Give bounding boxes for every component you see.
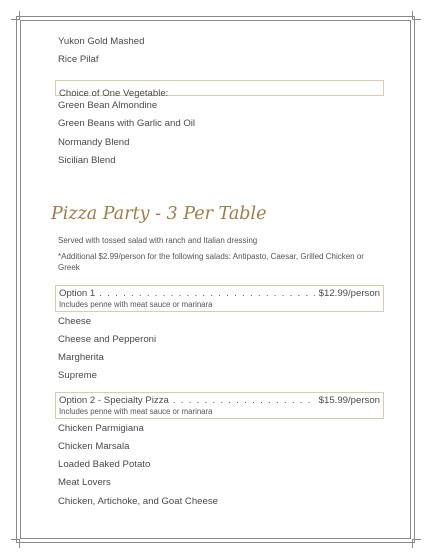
pizza-item: Chicken Marsala bbox=[58, 441, 130, 452]
vegetable-choice-box bbox=[55, 80, 384, 99]
option-2-box bbox=[55, 392, 384, 419]
option-1-leader-dots bbox=[99, 288, 314, 299]
pizza-item: Margherita bbox=[58, 352, 104, 363]
option-1-subtext: Includes penne with meat sauce or marinara bbox=[59, 300, 213, 309]
option-2-name: Option 2 - Specialty Pizza bbox=[59, 395, 169, 406]
pizza-item: Cheese and Pepperoni bbox=[58, 334, 157, 345]
side-item: Rice Pilaf bbox=[58, 54, 99, 65]
vegetable-item: Green Bean Almondine bbox=[58, 100, 158, 111]
pizza-item: Loaded Baked Potato bbox=[58, 459, 151, 470]
border-corner-bottom-left bbox=[11, 539, 20, 548]
option-2-leader-dots bbox=[173, 395, 315, 406]
option-1-price: $12.99/person bbox=[318, 288, 380, 299]
additional-salad-note: *Additional $2.99/person for the following salads: Antipasto, Caesar, Grilled Chicken or Greek bbox=[58, 252, 364, 272]
vegetable-item: Green Beans with Garlic and Oil bbox=[58, 118, 196, 129]
pizza-item: Chicken, Artichoke, and Goat Cheese bbox=[58, 496, 218, 507]
pizza-item: Chicken Parmigiana bbox=[58, 423, 144, 434]
side-item: Yukon Gold Mashed bbox=[58, 36, 145, 47]
option-2-subtext: Includes penne with meat sauce or marinara bbox=[59, 407, 213, 416]
pizza-item: Cheese bbox=[58, 316, 92, 327]
vegetable-item: Sicilian Blend bbox=[58, 155, 116, 166]
vegetable-choice-label: Choice of One Vegetable: bbox=[59, 88, 169, 99]
option-1-name: Option 1 bbox=[59, 288, 96, 299]
vegetable-item: Normandy Blend bbox=[58, 137, 130, 148]
pizza-item: Supreme bbox=[58, 370, 97, 381]
option-1-row bbox=[59, 288, 380, 299]
salad-served-note: Served with tossed salad with ranch and Italian dressing bbox=[58, 236, 258, 245]
border-corner-top-right bbox=[412, 11, 421, 20]
pizza-party-heading: Pizza Party - 3 Per Table bbox=[51, 204, 267, 224]
option-1-box bbox=[55, 285, 384, 312]
border-corner-top-left bbox=[11, 11, 20, 20]
pizza-item: Meat Lovers bbox=[58, 477, 111, 488]
option-2-row bbox=[59, 395, 380, 406]
border-corner-bottom-right bbox=[412, 539, 421, 548]
option-2-price: $15.99/person bbox=[318, 395, 380, 406]
